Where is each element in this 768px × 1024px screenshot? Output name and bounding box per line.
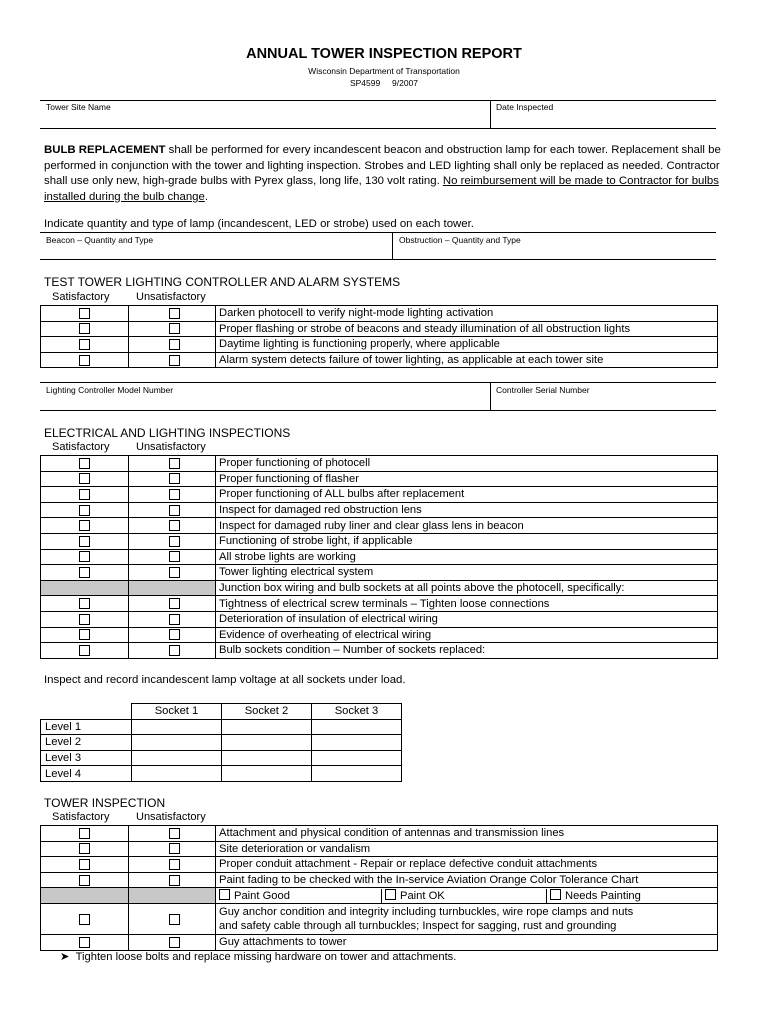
checklist-item-text: Paint fading to be checked with the In-service Aviation Orange Color Tolerance Chart — [216, 872, 718, 888]
unsatisfactory-checkbox[interactable] — [169, 629, 180, 640]
unsatisfactory-checkbox[interactable] — [169, 859, 180, 870]
voltage-cell[interactable] — [312, 735, 402, 751]
obstruction-label: Obstruction – Quantity and Type — [399, 235, 521, 245]
checklist-item-text: Daytime lighting is functioning properly, where applicable — [216, 337, 718, 353]
socket-3-header: Socket 3 — [312, 704, 402, 720]
checklist-row — [41, 872, 718, 888]
bulb-replacement-paragraph — [44, 143, 724, 205]
satisfactory-checkbox[interactable] — [79, 536, 90, 547]
voltage-cell[interactable] — [132, 750, 222, 766]
voltage-row — [41, 750, 402, 766]
checklist-item-text: All strobe lights are working — [216, 549, 718, 565]
checklist-item-text — [216, 903, 718, 934]
checklist-row — [41, 502, 718, 518]
unsatisfactory-checkbox[interactable] — [169, 339, 180, 350]
checklist-row — [41, 306, 718, 322]
paint-condition-row — [41, 888, 718, 904]
unsatisfactory-checkbox[interactable] — [169, 567, 180, 578]
unsatisfactory-checkbox[interactable] — [169, 308, 180, 319]
checklist-row — [41, 565, 718, 581]
checklist-row — [41, 643, 718, 659]
unsatisfactory-checkbox[interactable] — [169, 828, 180, 839]
checklist-item-text: Proper functioning of ALL bulbs after replacement — [216, 487, 718, 503]
checklist-row — [41, 533, 718, 549]
controller-serial-label: Controller Serial Number — [496, 385, 590, 395]
checklist-row — [41, 321, 718, 337]
form-number: SP4599 — [349, 78, 381, 88]
satisfactory-checkbox[interactable] — [79, 567, 90, 578]
checklist-row — [41, 549, 718, 565]
bulb-paragraph-end: . — [204, 190, 209, 203]
bullet-note — [60, 950, 456, 963]
checklist-item-text: Site deterioration or vandalism — [216, 841, 718, 857]
satisfactory-checkbox[interactable] — [79, 914, 90, 925]
lamp-instruction: Indicate quantity and type of lamp (incandescent, LED or strobe) used on each tower. — [44, 218, 474, 230]
checklist-item-text: Proper conduit attachment - Repair or replace defective conduit attachments — [216, 857, 718, 873]
checklist-item-text: Deterioration of insulation of electrical wiring — [216, 611, 718, 627]
checklist-row — [41, 934, 718, 950]
checklist-row — [41, 627, 718, 643]
unsatisfactory-checkbox[interactable] — [169, 505, 180, 516]
unsatisfactory-checkbox[interactable] — [169, 458, 180, 469]
satisfactory-checkbox[interactable] — [79, 614, 90, 625]
level-label: Level 4 — [41, 766, 132, 782]
tower-site-name-field[interactable] — [46, 112, 486, 126]
satisfactory-checkbox[interactable] — [79, 875, 90, 886]
checklist-item-text: Functioning of strobe light, if applicable — [216, 533, 718, 549]
voltage-row — [41, 735, 402, 751]
satisfactory-checkbox[interactable] — [79, 458, 90, 469]
form-id — [0, 78, 768, 88]
checklist-item-text: Guy attachments to tower — [216, 934, 718, 950]
unsatisfactory-checkbox[interactable] — [169, 843, 180, 854]
electrical-section-heading: ELECTRICAL AND LIGHTING INSPECTIONS — [44, 426, 291, 440]
guy-anchor-line-1: Guy anchor condition and integrity including turnbuckles, wire rope clamps and nuts — [219, 905, 634, 918]
controller-checklist — [40, 305, 718, 368]
checklist-row — [41, 487, 718, 503]
paint-good-label: Paint Good — [234, 889, 290, 902]
checklist-item-text: Proper flashing or strobe of beacons and steady illumination of all obstruction lights — [216, 321, 718, 337]
level-label: Level 2 — [41, 735, 132, 751]
level-label: Level 1 — [41, 719, 132, 735]
unsatisfactory-checkbox[interactable] — [169, 489, 180, 500]
tower-section-heading: TOWER INSPECTION — [44, 796, 166, 810]
checklist-item-text: Darken photocell to verify night-mode lighting activation — [216, 306, 718, 322]
checklist-item-text: Alarm system detects failure of tower lighting, as applicable at each tower site — [216, 352, 718, 368]
unsatisfactory-checkbox[interactable] — [169, 473, 180, 484]
paint-ok-label: Paint OK — [400, 889, 445, 902]
checklist-row — [41, 841, 718, 857]
checklist-row — [41, 857, 718, 873]
beacon-label: Beacon – Quantity and Type — [46, 235, 154, 245]
satisfactory-header: Satisfactory — [52, 441, 110, 453]
electrical-checklist — [40, 455, 718, 659]
satisfactory-header: Satisfactory — [52, 811, 110, 823]
satisfactory-checkbox[interactable] — [79, 308, 90, 319]
voltage-cell[interactable] — [312, 766, 402, 782]
voltage-table — [40, 703, 402, 782]
tower-checklist — [40, 825, 718, 951]
unsatisfactory-checkbox[interactable] — [169, 598, 180, 609]
voltage-row — [41, 719, 402, 735]
unsatisfactory-checkbox[interactable] — [169, 551, 180, 562]
checklist-row — [41, 826, 718, 842]
voltage-cell[interactable] — [222, 719, 312, 735]
satisfactory-checkbox[interactable] — [79, 598, 90, 609]
unsatisfactory-checkbox[interactable] — [169, 937, 180, 948]
unsatisfactory-checkbox[interactable] — [169, 355, 180, 366]
voltage-cell[interactable] — [312, 750, 402, 766]
tower-site-name-label: Tower Site Name — [46, 102, 111, 112]
voltage-cell[interactable] — [222, 735, 312, 751]
unsatisfactory-checkbox[interactable] — [169, 914, 180, 925]
checklist-item-text: Tower lighting electrical system — [216, 565, 718, 581]
report-title: ANNUAL TOWER INSPECTION REPORT — [246, 46, 522, 62]
checklist-row — [41, 352, 718, 368]
satisfactory-checkbox[interactable] — [79, 505, 90, 516]
voltage-row — [41, 766, 402, 782]
paint-good-checkbox[interactable] — [219, 889, 230, 900]
checklist-item-text: Attachment and physical condition of antennas and transmission lines — [216, 826, 718, 842]
satisfactory-checkbox[interactable] — [79, 859, 90, 870]
checklist-item-text: Proper functioning of flasher — [216, 471, 718, 487]
checklist-row — [41, 518, 718, 534]
bulb-replacement-lead: BULB REPLACEMENT — [44, 144, 166, 156]
satisfactory-checkbox[interactable] — [79, 323, 90, 334]
satisfactory-checkbox[interactable] — [79, 473, 90, 484]
unsatisfactory-header: Unsatisfactory — [136, 811, 206, 823]
checklist-item-text: Bulb sockets condition – Number of sockets replaced: — [216, 643, 718, 659]
satisfactory-checkbox[interactable] — [79, 520, 90, 531]
guy-anchor-line-2: and safety cable through all turnbuckles; Inspect for sagging, rust and grounding — [219, 919, 617, 932]
checklist-item-text: Proper functioning of photocell — [216, 456, 718, 472]
paint-ok-checkbox[interactable] — [385, 889, 396, 900]
socket-2-header: Socket 2 — [222, 704, 312, 720]
beacon-field[interactable] — [46, 245, 386, 258]
unsatisfactory-checkbox[interactable] — [169, 520, 180, 531]
needs-painting-checkbox[interactable] — [550, 889, 561, 900]
unsatisfactory-header: Unsatisfactory — [136, 291, 206, 303]
satisfactory-checkbox[interactable] — [79, 355, 90, 366]
no-reimbursement-note: No reimbursement will be made to Contractor for bulbs installed during the bulb change — [44, 175, 719, 203]
satisfactory-checkbox[interactable] — [79, 828, 90, 839]
checklist-subheading-row — [41, 580, 718, 596]
socket-1-header: Socket 1 — [132, 704, 222, 720]
voltage-cell[interactable] — [132, 719, 222, 735]
voltage-cell[interactable] — [222, 750, 312, 766]
checklist-item-text: Inspect for damaged ruby liner and clear glass lens in beacon — [216, 518, 718, 534]
date-inspected-field[interactable] — [496, 112, 714, 126]
needs-painting-label: Needs Painting — [565, 889, 641, 902]
checklist-item-text: Tightness of electrical screw terminals – Tighten loose connections — [216, 596, 718, 612]
checklist-row — [41, 611, 718, 627]
checklist-item-text: Evidence of overheating of electrical wiring — [216, 627, 718, 643]
department-name: Wisconsin Department of Transportation — [308, 66, 460, 76]
unsatisfactory-checkbox[interactable] — [169, 323, 180, 334]
unsatisfactory-checkbox[interactable] — [169, 614, 180, 625]
voltage-cell[interactable] — [312, 719, 402, 735]
arrow-bullet-icon: ➤ — [60, 951, 70, 963]
voltage-cell[interactable] — [132, 766, 222, 782]
satisfactory-checkbox[interactable] — [79, 629, 90, 640]
satisfactory-header: Satisfactory — [52, 291, 110, 303]
unsatisfactory-checkbox[interactable] — [169, 645, 180, 656]
satisfactory-checkbox[interactable] — [79, 339, 90, 350]
paint-options — [216, 888, 718, 904]
unsatisfactory-checkbox[interactable] — [169, 875, 180, 886]
controller-serial-field[interactable] — [496, 396, 714, 409]
voltage-header-row — [41, 704, 402, 720]
obstruction-field[interactable] — [399, 245, 714, 258]
checklist-subheading-text: Junction box wiring and bulb sockets at all points above the photocell, specifically: — [216, 580, 718, 596]
voltage-cell[interactable] — [132, 735, 222, 751]
date-inspected-label: Date Inspected — [496, 102, 554, 112]
unsatisfactory-header: Unsatisfactory — [136, 441, 206, 453]
checklist-row — [41, 456, 718, 472]
controller-model-field[interactable] — [46, 396, 486, 409]
level-label: Level 3 — [41, 750, 132, 766]
bullet-note-text: Tighten loose bolts and replace missing hardware on tower and attachments. — [75, 951, 457, 963]
satisfactory-checkbox[interactable] — [79, 937, 90, 948]
checklist-row — [41, 337, 718, 353]
voltage-cell[interactable] — [222, 766, 312, 782]
satisfactory-checkbox[interactable] — [79, 645, 90, 656]
bulb-replacement-text: shall be performed for every incandescent beacon and obstruction lamp for each tower. Replacement shall be performed in conjunction with the tower and lighting inspection. Strobes and LED lighting shall only be replaced as needed. Contractor shall use only new, high-grade bulbs with Pyrex glass, long life, 130 volt rating. — [44, 144, 721, 187]
voltage-instruction: Inspect and record incandescent lamp voltage at all sockets under load. — [44, 674, 406, 686]
satisfactory-checkbox[interactable] — [79, 551, 90, 562]
satisfactory-checkbox[interactable] — [79, 843, 90, 854]
controller-model-label: Lighting Controller Model Number — [46, 385, 174, 395]
checklist-item-text: Inspect for damaged red obstruction lens — [216, 502, 718, 518]
unsatisfactory-checkbox[interactable] — [169, 536, 180, 547]
satisfactory-checkbox[interactable] — [79, 489, 90, 500]
checklist-row — [41, 471, 718, 487]
form-date: 9/2007 — [392, 78, 419, 88]
checklist-row — [41, 596, 718, 612]
controller-section-heading: TEST TOWER LIGHTING CONTROLLER AND ALARM SYSTEMS — [44, 275, 401, 289]
checklist-row-guy-anchor — [41, 903, 718, 934]
